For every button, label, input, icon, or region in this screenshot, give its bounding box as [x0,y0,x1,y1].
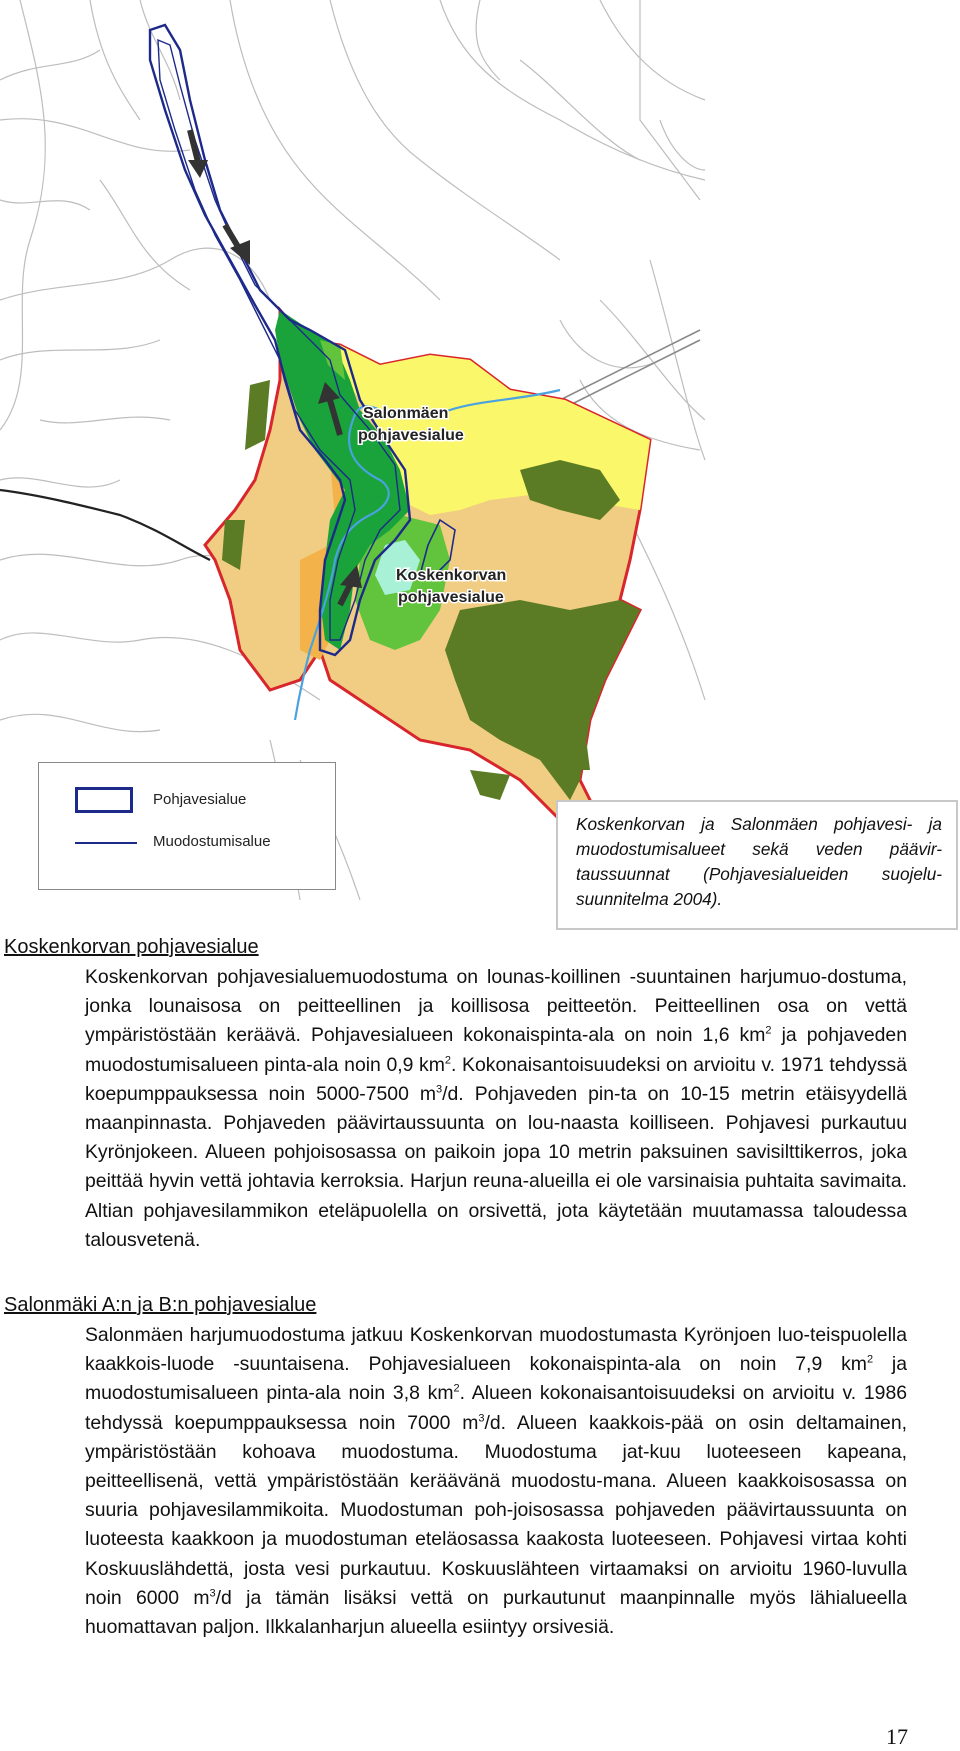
koskenkorva-label-1: Koskenkorvan [396,567,507,584]
map-legend [38,762,336,890]
salonmaki-label-2: pohjavesialue [358,427,464,444]
legend-label-muodostumisalue: Muodostumisalue [153,833,271,850]
section-title-koskenkorva: Koskenkorvan pohjavesialue [4,936,259,958]
rectangle-outline-icon [75,787,133,813]
koskenkorva-label-2: pohjavesialue [398,589,504,606]
legend-label-pohjavesialue: Pohjavesialue [153,791,247,808]
salonmaki-label-1: Salonmäen [363,405,449,422]
figure-caption: Koskenkorvan ja Salonmäen pohjavesi- ja muodostumisalueet sekä veden päävir-taussuunnat (Pohjavesialueiden suojelu-suunnitelma 2004). [556,800,958,930]
section-body-salonmaki: Salonmäen harjumuodostuma jatkuu Koskenkorvan muodostumasta Kyrönjoen luo-teispuolella kaakkois-luode -suuntaisena. Pohjavesialueen kokonaispinta-ala on noin 7,9 $km^2$ ja muodostumisalueen pinta-ala noin 3,8 $km^2$. Alueen kokonaisantoisuudeksi on arvioitu v. 1986 tehdyssä koepumppauksessa noin 7000 $m^3/d$. Alueen kaakkois-pää on osin deltamainen, ympäristöstään kohoava muodostuma. Muodostuma jat-kuu luoteeseen kapeana, peitteellisenä, vettä ympäristöstään keräävänä muodostu-mana. Alueen kaakkoisosassa on suuria pohjavesilammikoita. Muodostuman poh-joisosassa pohjaveden päävirtaussuunta on luoteesta kaakkoon ja muodostuman eteläosassa kaakosta luoteeseen. Pohjavesi virtaa kohti Koskuuslähdettä, josta vesi purkautuu. Koskuuslähteen virtaamaksi on arvioitu 1960-luvulla noin 6000 $m^3/d$ ja tämän lisäksi vettä on purkautunut maanpinnalle myös lähialueella huomattavan paljon. Ilkkalanharjun alueella esiintyy orsivesiä. [85,1324,908,1639]
line-icon [75,842,137,844]
page-number: 17 [886,1724,908,1749]
section-body-koskenkorva: Koskenkorvan pohjavesialuemuodostuma on lounas-koillinen -suuntainen harjumuo-dostuma, jonka lounaisosa on peitteellinen ja koillisosa peitteetön. Peitteellinen osa on vettä ympäristöstään keräävä. Pohjavesialueen kokonaispinta-ala on noin 1,6 $km^2$ ja pohjaveden muodostumisalueen pinta-ala noin 0,9 $km^2$. Kokonaisantoisuudeksi on arvioitu v. 1971 tehdyssä koepumppauksessa noin 5000-7500 $m^3/d$. Pohjaveden pin-ta on 10-15 metrin etäisyydellä maanpinnasta. Pohjaveden päävirtaussuunta on lou-naasta koilliseen. Pohjavesi purkautuu Kyrönjokeen. Alueen pohjoisosassa on paikoin jopa 10 metrin paksuinen savisilttikerros, joka peittää hyvin vettä johtavia kerroksia. Harjun reuna-alueilla ei ole varsinaisia puhtaita savimaita. Altian pohjavesilammikon eteläpuolella on orsivettä, jota käytetään muutamassa taloudessa talousvetenä. [85,966,907,1251]
section-title-salonmaki: Salonmäki A:n ja B:n pohjavesialue [4,1294,317,1316]
